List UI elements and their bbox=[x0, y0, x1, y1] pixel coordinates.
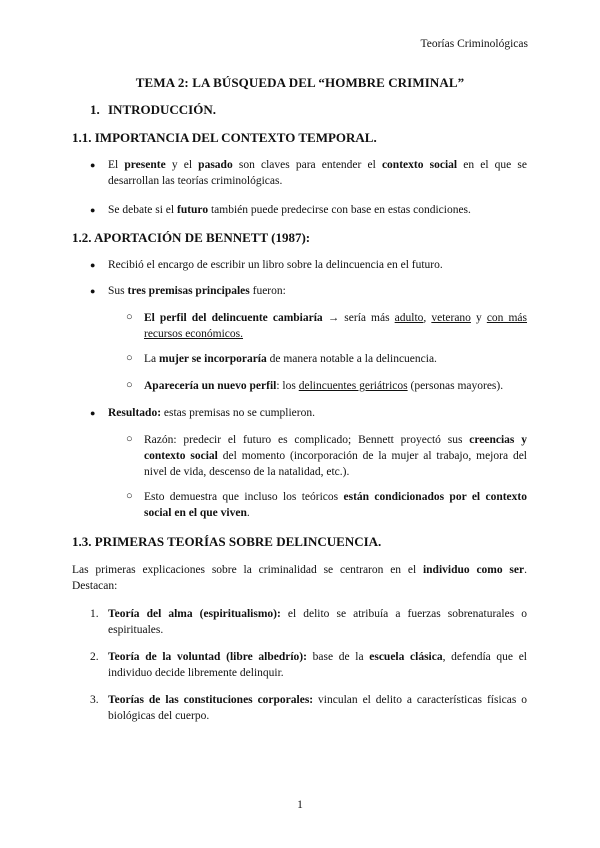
bullet-dot-icon: ● bbox=[90, 286, 96, 296]
sub-list-item-text: Aparecería un nuevo perfil: los delincuentes geriátricos (personas mayores). bbox=[144, 380, 504, 392]
list-item-text: El presente y el pasado son claves para entender el contexto social en el que se desarrollan las teorías criminológicas. bbox=[108, 159, 528, 188]
list-item-text: Sus tres premisas principales fueron: bbox=[108, 285, 286, 297]
bullet-dot-icon: ● bbox=[90, 408, 96, 418]
section-number: 1. bbox=[90, 102, 100, 117]
numbered-item-text: Teorías de las constituciones corporales: vinculan el delito a características físicas o biológicas del cuerpo. bbox=[108, 694, 527, 723]
sub-list-item bbox=[126, 351, 527, 367]
bullet-dot-icon: ● bbox=[90, 160, 96, 170]
numbered-item bbox=[90, 692, 527, 724]
sub-list-item bbox=[126, 432, 527, 480]
circle-bullet-icon: ○ bbox=[126, 379, 133, 391]
page-number: 1 bbox=[297, 799, 303, 811]
circle-bullet-icon: ○ bbox=[126, 490, 133, 502]
item-number: 2. bbox=[90, 651, 99, 663]
list-item-text: Recibió el encargo de escribir un libro sobre la delincuencia en el futuro. bbox=[108, 259, 443, 271]
item-number: 1. bbox=[90, 608, 99, 620]
list-item bbox=[90, 283, 527, 299]
circle-bullet-icon: ○ bbox=[126, 311, 133, 323]
bullet-dot-icon: ● bbox=[90, 205, 96, 215]
sub-list-item bbox=[126, 489, 527, 521]
list-item bbox=[90, 157, 527, 189]
circle-bullet-icon: ○ bbox=[126, 352, 133, 364]
list-item bbox=[90, 405, 527, 421]
document-title: TEMA 2: LA BÚSQUEDA DEL “HOMBRE CRIMINAL” bbox=[135, 75, 465, 90]
list-item-text: Se debate si el futuro también puede predecirse con base en estas condiciones. bbox=[108, 204, 471, 216]
sub-list-item-text: El perfil del delincuente cambiaría → sería más adulto, veterano y con más recursos económicos. bbox=[144, 312, 528, 341]
sub-list-item bbox=[126, 378, 527, 394]
subsection-heading-1-2: 1.2. APORTACIÓN DE BENNETT (1987): bbox=[72, 230, 311, 245]
numbered-item bbox=[90, 606, 527, 638]
subsection-heading-1-3: 1.3. PRIMERAS TEORÍAS SOBRE DELINCUENCIA. bbox=[72, 534, 382, 549]
intro-paragraph: Las primeras explicaciones sobre la criminalidad se centraron en el individuo como ser. Destacan: bbox=[72, 564, 527, 593]
list-item bbox=[90, 202, 527, 218]
circle-bullet-icon: ○ bbox=[126, 433, 133, 445]
running-header: Teorías Criminológicas bbox=[420, 38, 528, 50]
numbered-item-text: Teoría del alma (espiritualismo): el delito se atribuía a fuerzas sobrenaturales o espirituales. bbox=[108, 608, 527, 637]
item-number: 3. bbox=[90, 694, 99, 706]
sub-list-item-text: Razón: predecir el futuro es complicado; Bennett proyectó sus creencias y contexto social del momento (incorporación de la mujer al trabajo, mejora del nivel de vida, descenso de la natalidad, etc.). bbox=[144, 434, 527, 479]
section-heading-introduccion bbox=[90, 101, 216, 119]
bullet-dot-icon: ● bbox=[90, 260, 96, 270]
subsection-heading-1-1: 1.1. IMPORTANCIA DEL CONTEXTO TEMPORAL. bbox=[72, 130, 377, 145]
list-item-text: Resultado: estas premisas no se cumplieron. bbox=[108, 407, 315, 419]
sub-list-item-text: La mujer se incorporaría de manera notable a la delincuencia. bbox=[144, 353, 437, 365]
sub-list-item-text: Esto demuestra que incluso los teóricos están condicionados por el contexto social en el que viven. bbox=[144, 491, 527, 520]
section-title: INTRODUCCIÓN. bbox=[108, 102, 216, 117]
sub-list-item bbox=[126, 310, 527, 342]
numbered-item-text: Teoría de la voluntad (libre albedrío): base de la escuela clásica, defendía que el individuo decide libremente delinquir. bbox=[108, 651, 527, 680]
list-item bbox=[90, 257, 527, 273]
numbered-item bbox=[90, 649, 527, 681]
